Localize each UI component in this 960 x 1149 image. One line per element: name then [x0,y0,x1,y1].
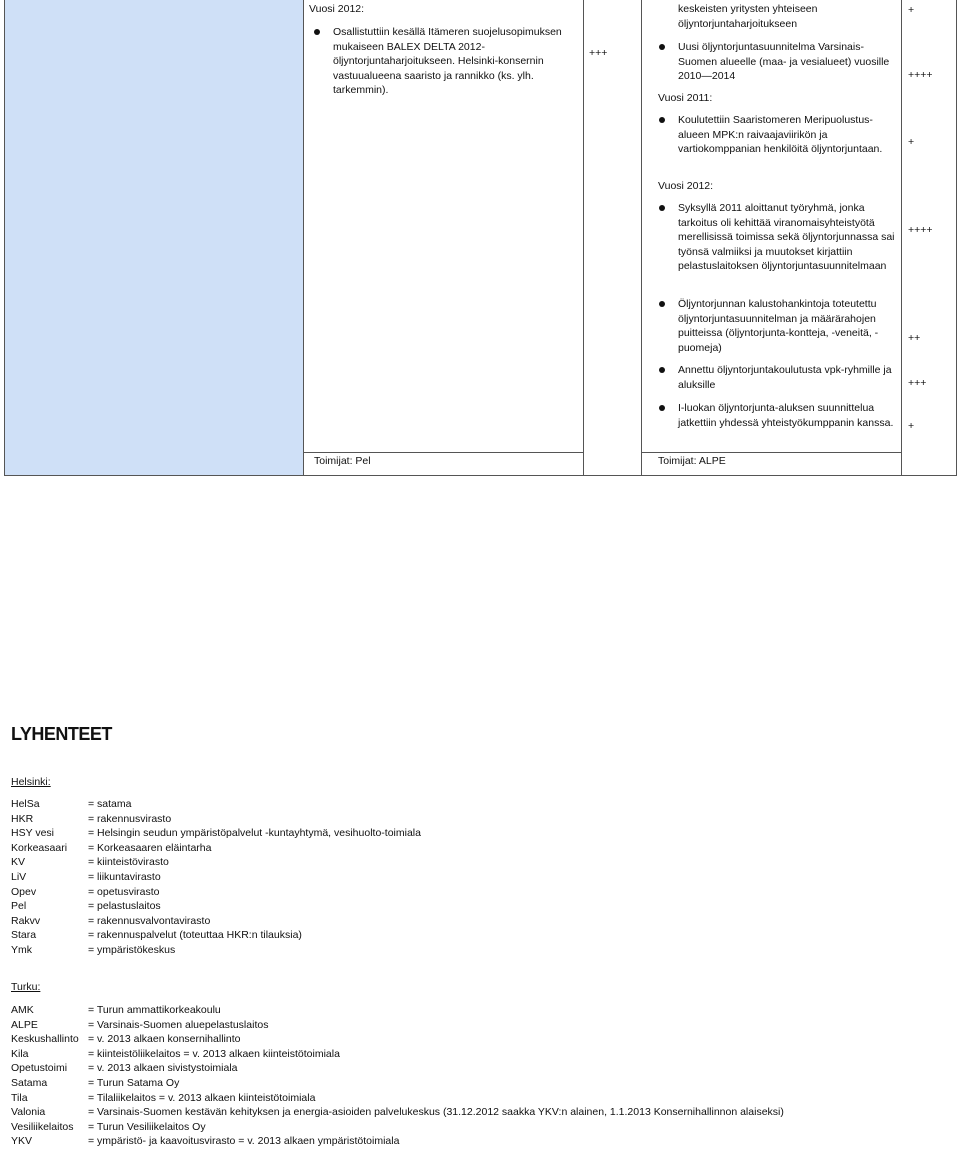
table-column-shaded [4,0,304,476]
abbreviation-row [11,841,421,856]
helsinki-abbreviation-list [11,797,421,958]
abbreviation-row [11,870,421,885]
abbreviation-key: HSY vesi [11,827,54,840]
abbreviation-value: = Turun Vesiliikelaitos Oy [88,1120,206,1133]
abbreviation-value: = v. 2013 alkaen konsernihallinto [88,1033,241,1046]
abbreviation-value: = rakennusvalvontavirasto [88,914,211,927]
abbreviation-row [11,914,421,929]
turku-list-top [654,40,898,84]
abbreviation-value: = satama [88,798,132,810]
abbreviation-value: = Korkeasaaren eläintarha [88,841,212,854]
abbreviation-value: = kiinteistövirasto [88,856,169,869]
rating-helsinki: +++ [589,47,608,59]
abbreviation-value: = Turun ammattikorkeakoulu [88,1004,221,1016]
turku-list-2011 [654,113,898,157]
abbreviation-value: = Varsinais-Suomen kestävän kehityksen ja energia-asioiden palvelukeskus (31.12.2012 saakka YKV:n alainen, 1.1.2013 Konsernihallinnon alaiseksi) [88,1106,784,1119]
turku-list-2012 [654,363,898,392]
abbreviation-row [11,797,421,812]
abbreviation-key: AMK [11,1004,34,1016]
abbreviation-value: = Helsingin seudun ympäristöpalvelut -kuntayhtymä, vesihuolto-toimiala [88,827,421,840]
abbreviation-key: Vesiliikelaitos [11,1120,74,1133]
abbreviation-row [11,885,421,900]
abbreviation-key: KV [11,856,26,869]
footer-divider [642,452,902,453]
abbreviation-row [11,812,421,827]
turku-section-heading: Turku: [11,981,41,993]
rating-turku: + [908,420,915,432]
list-item: Syksyllä 2011 aloittanut työryhmä, jonka tarkoitus oli kehittää viranomaisyhteistyötä merellisissä toimissa sekä öljyntorjunnassa sai työnsä valmiiksi ja muutokset kirjattiin pelastuslaitoksen öljyntorjuntasuunnitelmaan [654,201,898,274]
abbreviation-row [11,1061,784,1076]
list-item: Osallistuttiin kesällä Itämeren suojelusopimuksen mukaiseen BALEX DELTA 2012-öljyntorjuntaharjoitukseen. Helsinki-konsernin vastuualueena saaristo ja rannikko (ks. ylh. tarkemmin). [309,25,579,98]
rating-turku: ++++ [908,224,933,236]
abbreviation-value: = rakennusvirasto [88,812,172,825]
abbreviation-value: = rakennuspalvelut (toteuttaa HKR:n tilauksia) [88,929,302,942]
abbreviation-row [11,1076,784,1091]
abbreviation-row [11,855,421,870]
abbreviation-row [11,1032,784,1047]
abbreviation-value: = liikuntavirasto [88,870,161,883]
abbreviation-value: = Tilaliikelaitos = v. 2013 alkaen kiinteistötoimiala [88,1091,316,1104]
abbreviation-value: = pelastuslaitos [88,900,161,913]
list-item: Uusi öljyntorjuntasuunnitelma Varsinais-Suomen alueelle (maa- ja vesialueet) vuosille 2010—2014 [654,40,898,84]
abbreviation-key: Keskushallinto [11,1033,79,1046]
abbreviation-value: = ympäristökeskus [88,943,176,956]
abbreviation-row [11,1120,784,1135]
abbreviation-key: HKR [11,812,34,825]
abbreviation-row [11,1105,784,1120]
abbreviation-row [11,899,421,914]
abbreviation-value: = opetusvirasto [88,885,160,898]
abbreviation-key: Stara [11,929,37,942]
abbreviation-key: Pel [11,900,27,913]
turku-list-2012 [654,201,898,274]
abbreviation-key: Satama [11,1076,48,1089]
abbreviation-row [11,1018,784,1033]
abbreviation-row [11,1091,784,1106]
turku-list-2012 [654,297,898,355]
rating-turku: + [908,4,915,16]
turku-intro-text: keskeisten yritysten yhteiseen öljyntorjuntaharjoitukseen [678,3,818,30]
abbreviation-key: Valonia [11,1106,46,1119]
abbreviation-key: Korkeasaari [11,841,68,854]
helsinki-year-heading: Vuosi 2012: [309,3,365,15]
list-item: I-luokan öljyntorjunta-aluksen suunnittelua jatkettiin yhdessä yhteistyökumppanin kanssa. [654,401,898,430]
list-item: Öljyntorjunnan kalustohankintoja toteutettu öljyntorjuntasuunnitelman ja määrärahojen puitteissa (öljyntorjunta-kontteja, -veneitä, -puomeja) [654,297,898,355]
abbreviation-value: = kiinteistöliikelaitos = v. 2013 alkaen kiinteistötoimiala [88,1047,340,1060]
abbreviation-row [11,928,421,943]
abbreviation-value: = v. 2013 alkaen sivistystoimiala [88,1062,238,1075]
abbreviation-value: = Turun Satama Oy [88,1076,180,1089]
list-item: Koulutettiin Saaristomeren Meripuolustus-alueen MPK:n raivaajaviirikön ja vartiokomppanian henkilöitä öljyntorjuntaan. [654,113,898,157]
abbreviation-row [11,1047,784,1062]
abbreviation-value: = ympäristö- ja kaavoitusvirasto = v. 2013 alkaen ympäristötoimiala [88,1135,400,1148]
abbreviation-row [11,1134,784,1149]
abbreviation-value: = Varsinais-Suomen aluepelastuslaitos [88,1018,269,1031]
rating-turku: ++ [908,332,921,344]
turku-list-2012 [654,401,898,430]
abbreviation-key: ALPE [11,1018,38,1031]
list-item: Annettu öljyntorjuntakoulutusta vpk-ryhmille ja aluksille [654,363,898,392]
helsinki-actors: Toimijat: Pel [314,455,371,467]
rating-turku: + [908,136,915,148]
table-column-rating-helsinki [584,0,642,476]
footer-divider [304,452,584,453]
turku-year-heading-2011: Vuosi 2011: [658,92,713,104]
abbreviation-row [11,943,421,958]
abbreviation-key: LiV [11,870,27,883]
abbreviation-key: Opetustoimi [11,1062,68,1075]
helsinki-section-heading: Helsinki: [11,776,51,788]
turku-abbreviation-list [11,1003,784,1149]
abbreviation-key: Kila [11,1047,29,1060]
abbreviation-row [11,826,421,841]
measures-table [4,0,957,476]
abbreviation-key: Ymk [11,943,32,956]
abbreviation-key: HelSa [11,798,40,810]
turku-actors: Toimijat: ALPE [658,455,726,467]
abbreviation-row [11,1003,784,1018]
abbreviations-title: LYHENTEET [11,724,112,744]
abbreviation-key: Rakvv [11,914,41,927]
rating-turku: ++++ [908,69,933,81]
rating-turku: +++ [908,377,927,389]
helsinki-list [309,25,579,98]
abbreviation-key: YKV [11,1135,33,1148]
abbreviation-key: Tila [11,1091,28,1104]
turku-year-heading-2012: Vuosi 2012: [658,180,714,192]
abbreviation-key: Opev [11,885,37,898]
